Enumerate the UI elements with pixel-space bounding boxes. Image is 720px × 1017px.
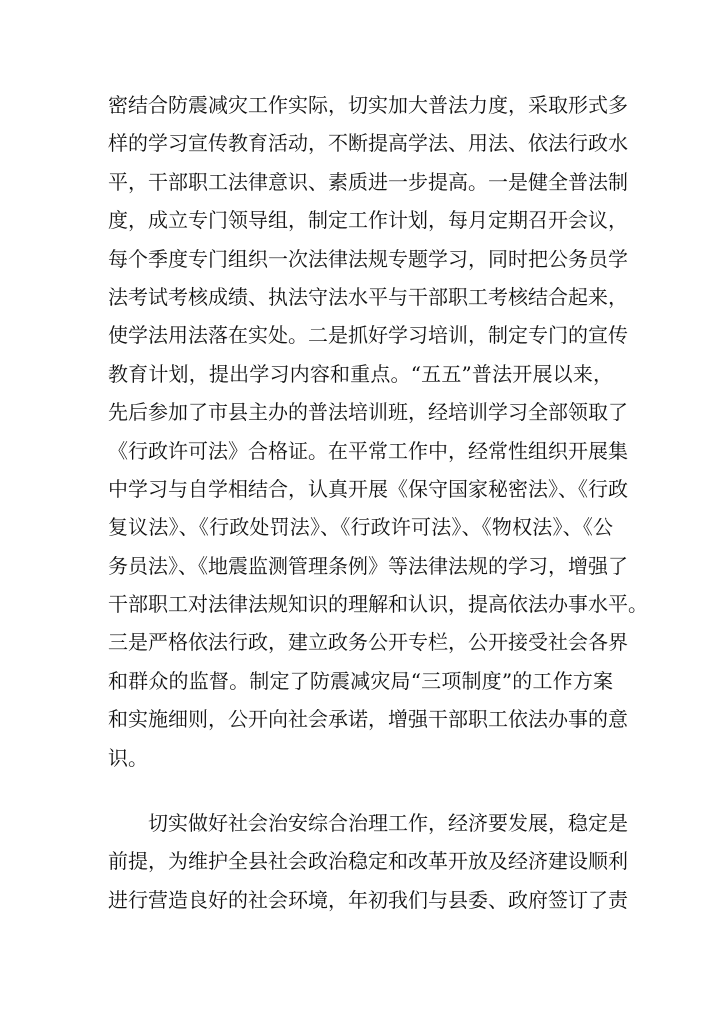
text-line: 样的学习宣传教育活动，不断提高学法、用法、依法行政水 bbox=[108, 131, 628, 156]
text-line: 干部职工对法律法规知识的理解和认识，提高依法办事水平。 bbox=[108, 592, 648, 617]
text-line: 法考试考核成绩、执法守法水平与干部职工考核结合起来， bbox=[108, 284, 628, 309]
text-line: 和实施细则，公开向社会承诺，增强干部职工依法办事的意 bbox=[108, 707, 628, 732]
text-line: 和群众的监督。制定了防震减灾局“三项制度”的工作方案 bbox=[108, 668, 613, 693]
paragraph-2 bbox=[108, 804, 628, 919]
text-line: 切实做好社会治安综合治理工作，经济要发展，稳定是 bbox=[148, 811, 628, 835]
text-line: 使学法用法落在实处。二是抓好学习培训，制定专门的宣传 bbox=[108, 323, 628, 348]
text-line: 度，成立专门领导组，制定工作计划，每月定期召开会议， bbox=[108, 208, 628, 233]
text-line: 进行营造良好的社会环境，年初我们与县委、政府签订了责 bbox=[108, 887, 628, 912]
text-line: 先后参加了市县主办的普法培训班，经培训学习全部领取了 bbox=[108, 400, 628, 425]
text-line: 密结合防震减灾工作实际，切实加大普法力度，采取形式多 bbox=[108, 93, 628, 117]
text-line: 识。 bbox=[108, 745, 148, 770]
paragraph-1 bbox=[108, 86, 648, 777]
text-line: 前提，为维护全县社会政治稳定和改革开放及经济建设顺利 bbox=[108, 849, 628, 874]
text-line: 三是严格依法行政，建立政务公开专栏，公开接受社会各界 bbox=[108, 630, 628, 655]
text-line: 教育计划，提出学习内容和重点。“五五”普法开展以来， bbox=[108, 361, 613, 386]
text-line: 中学习与自学相结合，认真开展《保守国家秘密法》、《行政 bbox=[108, 476, 628, 501]
text-line: 务员法》、《地震监测管理条例》等法律法规的学习，增强了 bbox=[108, 553, 628, 578]
text-line: 平，干部职工法律意识、素质进一步提高。一是健全普法制 bbox=[108, 169, 628, 194]
text-line: 《行政许可法》合格证。在平常工作中，经常性组织开展集 bbox=[108, 438, 628, 463]
text-line: 每个季度专门组织一次法律法规专题学习，同时把公务员学 bbox=[108, 246, 628, 271]
text-line: 复议法》、《行政处罚法》、《行政许可法》、《物权法》、《公 bbox=[108, 515, 613, 540]
